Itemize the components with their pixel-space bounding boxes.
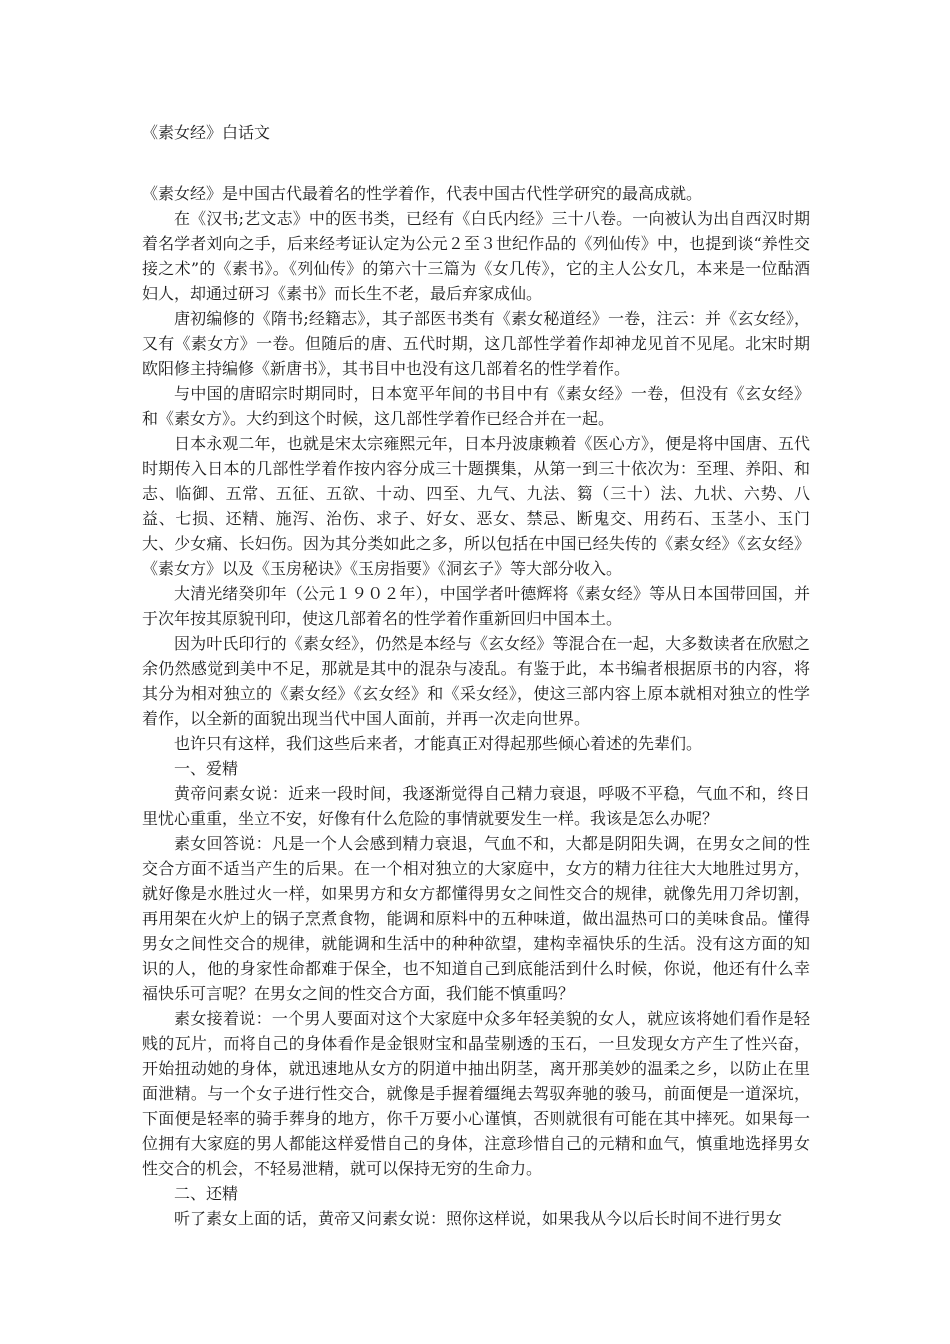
body-paragraph: 因为叶氏印行的《素女经》，仍然是本经与《玄女经》等混合在一起，大多数读者在欣慰之余仍然感觉到美中不足，那就是其中的混杂与凌乱。有鉴于此，本书编者根据原书的内容，将其分为相对独立的《素女经》《玄女经》和《采女经》，使这三部内容上原本就相对独立的性学着作，以全新的面貌出现当代中国人面前，并再一次走向世界。 [142, 634, 810, 728]
intro-paragraph: 《素女经》是中国古代最着名的性学着作，代表中国古代性学研究的最高成就。 [142, 184, 703, 203]
body-paragraph: 也许只有这样，我们这些后来者，才能真正对得起那些倾心着述的先辈们。 [174, 734, 703, 753]
document-page [142, 112, 810, 1231]
section-paragraph: 素女接着说：一个男人要面对这个大家庭中众多年轻美貌的女人，就应该将她们看作是轻贱的瓦片，而将自己的身体看作是金银财宝和晶莹剔透的玉石，一旦发现女方产生了性兴奋，开始扭动她的身体，就迅速地从女方的阴道中抽出阴茎，离开那美妙的温柔之乡，以防止在里面泄精。与一个女子进行性交合，就像是手握着缰绳去驾驭奔驰的骏马，前面便是一道深坑，下面便是轻率的骑手葬身的地方，你千万要小心谨慎，否则就很有可能在其中摔死。如果每一位拥有大家庭的男人都能这样爱惜自己的身体，注意珍惜自己的元精和血气，慎重地选择男女性交合的机会，不轻易泄精，就可以保持无穷的生命力。 [142, 1009, 810, 1178]
body-paragraph: 日本永观二年，也就是宋太宗雍熙元年，日本丹波康赖着《医心方》，便是将中国唐、五代时期传入日本的几部性学着作按内容分成三十题撰集，从第一到三十依次为：至理、养阳、和志、临御、五常、五征、五欲、十动、四至、九气、九法、篘（三十）法、九状、六势、八益、七损、还精、施泻、治伤、求子、好女、恶女、禁忌、断鬼交、用药石、玉茎小、玉门大、少女痛、长妇伤。因为其分类如此之多，所以包括在中国已经失传的《素女经》《玄女经》《素女方》以及《玉房秘诀》《玉房指要》《洞玄子》等大部分收入。 [142, 434, 810, 578]
section-heading: 一、爱精 [174, 759, 239, 778]
section-heading: 二、还精 [174, 1184, 239, 1203]
body-paragraph: 在《汉书;艺文志》中的医书类，已经有《白氏内经》三十八卷。一向被认为出自西汉时期着名学者刘向之手，后来经考证认定为公元２至３世纪作品的《列仙传》中，也提到谈“养性交接之术”的《素书》。《列仙传》的第六十三篇为《女几传》，它的主人公女几，本来是一位酤酒妇人，却通过研习《素书》而长生不老，最后弃家成仙。 [142, 209, 810, 303]
section-paragraph: 素女回答说：凡是一个人会感到精力衰退，气血不和，大都是阴阳失调，在男女之间的性交合方面不适当产生的后果。在一个相对独立的大家庭中，女方的精力往往大大地胜过男方，就好像是水胜过火一样，如果男方和女方都懂得男女之间性交合的规律，就像先用刀斧切割，再用架在火炉上的锅子烹煮食物，能调和原料中的五种味道，做出温热可口的美味食品。懂得男女之间性交合的规律，就能调和生活中的种种欲望，建构幸福快乐的生活。没有这方面的知识的人，他的身家性命都难于保全，也不知道自己到底能活到什么时候，你说，他还有什么幸福快乐可言呢？在男女之间的性交合方面，我们能不慎重吗？ [142, 834, 810, 1003]
body-paragraph: 与中国的唐昭宗时期同时，日本宽平年间的书目中有《素女经》一卷，但没有《玄女经》和《素女方》。大约到这个时候，这几部性学着作已经合并在一起。 [142, 384, 810, 428]
section-paragraph: 听了素女上面的话，黄帝又问素女说：照你这样说，如果我从今以后长时间不进行男女 [174, 1209, 783, 1228]
body-paragraph: 唐初编修的《隋书;经籍志》，其子部医书类有《素女秘道经》一卷，注云：并《玄女经》，又有《素女方》一卷。但随后的唐、五代时期，这几部性学着作却神龙见首不见尾。北宋时期欧阳修主持编修《新唐书》，其书目中也没有这几部着名的性学着作。 [142, 309, 810, 378]
document-title: 《素女经》白话文 [142, 123, 271, 142]
body-paragraph: 大清光绪癸卯年（公元１９０２年），中国学者叶德辉将《素女经》等从日本国带回国，并于次年按其原貌刊印，使这几部着名的性学着作重新回归中国本土。 [142, 584, 810, 628]
section-paragraph: 黄帝问素女说：近来一段时间，我逐渐觉得自己精力衰退，呼吸不平稳，气血不和，终日里忧心重重，坐立不安，好像有什么危险的事情就要发生一样。我该是怎么办呢？ [142, 784, 810, 828]
